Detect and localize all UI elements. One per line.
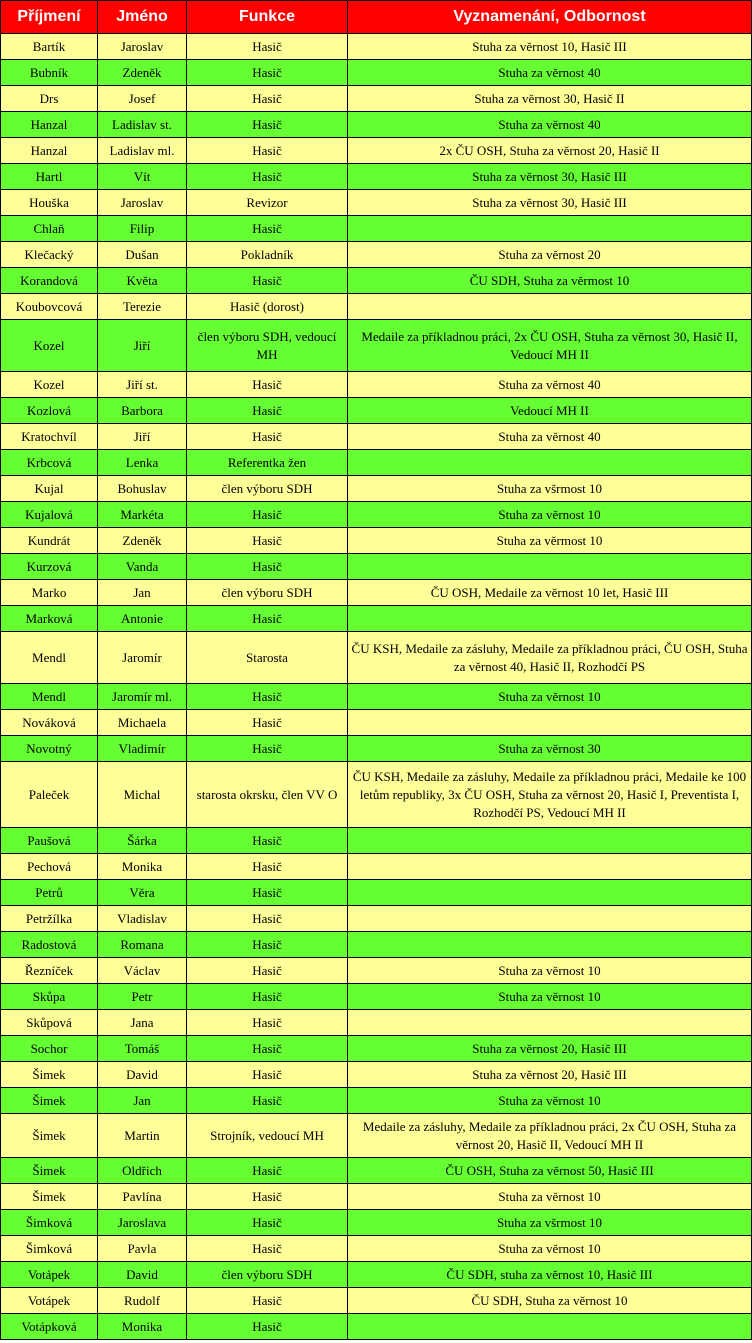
cell-name: Markéta xyxy=(98,502,187,528)
cell-surname: Korandová xyxy=(1,268,98,294)
cell-surname: Houška xyxy=(1,190,98,216)
cell-surname: Kozel xyxy=(1,372,98,398)
cell-role: Hasič xyxy=(187,1158,348,1184)
table-row xyxy=(1,1036,752,1062)
cell-role: Hasič xyxy=(187,424,348,450)
cell-surname: Šimek xyxy=(1,1088,98,1114)
cell-awards: Stuha za věrnost 40 xyxy=(348,424,752,450)
table-row xyxy=(1,372,752,398)
cell-surname: Votápková xyxy=(1,1314,98,1340)
cell-role: Hasič xyxy=(187,1062,348,1088)
members-body xyxy=(1,34,752,1340)
cell-name: Vanda xyxy=(98,554,187,580)
table-row xyxy=(1,112,752,138)
cell-name: Dušan xyxy=(98,242,187,268)
cell-name: Květa xyxy=(98,268,187,294)
table-row xyxy=(1,1114,752,1158)
cell-awards xyxy=(348,710,752,736)
cell-awards xyxy=(348,216,752,242)
cell-awards: Stuha za věrnost 10, Hasič III xyxy=(348,34,752,60)
cell-role: Hasič xyxy=(187,502,348,528)
cell-name: Pavlína xyxy=(98,1184,187,1210)
cell-name: Václav xyxy=(98,958,187,984)
cell-awards: Stuha za věrnost 20 xyxy=(348,242,752,268)
cell-name: Jaroslav xyxy=(98,34,187,60)
cell-role: Hasič xyxy=(187,684,348,710)
cell-awards xyxy=(348,450,752,476)
cell-name: Jaromír xyxy=(98,632,187,684)
cell-surname: Kozlová xyxy=(1,398,98,424)
cell-surname: Marko xyxy=(1,580,98,606)
table-row xyxy=(1,1288,752,1314)
cell-awards xyxy=(348,828,752,854)
table-row xyxy=(1,1184,752,1210)
cell-role: Hasič xyxy=(187,710,348,736)
cell-name: Oldřich xyxy=(98,1158,187,1184)
table-row xyxy=(1,34,752,60)
cell-role: člen výboru SDH xyxy=(187,1262,348,1288)
cell-surname: Petrů xyxy=(1,880,98,906)
cell-awards: Stuha za věrnost 10 xyxy=(348,958,752,984)
cell-name: Petr xyxy=(98,984,187,1010)
cell-role: Hasič xyxy=(187,268,348,294)
table-row xyxy=(1,736,752,762)
cell-awards xyxy=(348,606,752,632)
cell-name: Michal xyxy=(98,762,187,828)
cell-name: Barbora xyxy=(98,398,187,424)
cell-surname: Šimek xyxy=(1,1114,98,1158)
cell-role: Hasič xyxy=(187,828,348,854)
cell-name: Antonie xyxy=(98,606,187,632)
cell-name: Michaela xyxy=(98,710,187,736)
cell-name: Jaroslav xyxy=(98,190,187,216)
cell-awards xyxy=(348,1314,752,1340)
cell-name: Zdeněk xyxy=(98,528,187,554)
cell-surname: Paleček xyxy=(1,762,98,828)
table-row xyxy=(1,580,752,606)
cell-role: Hasič (dorost) xyxy=(187,294,348,320)
table-row xyxy=(1,1158,752,1184)
cell-name: Věra xyxy=(98,880,187,906)
cell-awards: Stuha za věrnost 30 xyxy=(348,736,752,762)
header-row xyxy=(1,1,752,34)
table-row xyxy=(1,684,752,710)
cell-role: člen výboru SDH xyxy=(187,580,348,606)
cell-awards xyxy=(348,932,752,958)
cell-surname: Bartík xyxy=(1,34,98,60)
cell-surname: Koubovcová xyxy=(1,294,98,320)
cell-surname: Radostová xyxy=(1,932,98,958)
cell-role: Hasič xyxy=(187,1088,348,1114)
cell-awards: ČU KSH, Medaile za zásluhy, Medaile za příkladnou práci, Medaile ke 100 letům republiky, 3x ČU OSH, Stuha za věrnost 20, Hasič I, Preventista I, Rozhodčí PS, Vedoucí MH II xyxy=(348,762,752,828)
cell-name: Romana xyxy=(98,932,187,958)
table-row xyxy=(1,242,752,268)
cell-surname: Petržílka xyxy=(1,906,98,932)
cell-awards: ČU SDH, Stuha za věrmost 10 xyxy=(348,268,752,294)
cell-surname: Krbcová xyxy=(1,450,98,476)
cell-awards: Stuha za všrmost 10 xyxy=(348,1210,752,1236)
table-row xyxy=(1,398,752,424)
cell-awards: Medaile za zásluhy, Medaile za příkladnou práci, 2x ČU OSH, Stuha za věrnost 20, Hasič II, Vedoucí MH II xyxy=(348,1114,752,1158)
cell-surname: Řezníček xyxy=(1,958,98,984)
cell-role: člen výboru SDH, vedoucí MH xyxy=(187,320,348,372)
cell-role: Hasič xyxy=(187,1010,348,1036)
cell-awards xyxy=(348,294,752,320)
cell-surname: Marková xyxy=(1,606,98,632)
cell-role: Hasič xyxy=(187,932,348,958)
cell-name: Jan xyxy=(98,580,187,606)
cell-name: Rudolf xyxy=(98,1288,187,1314)
cell-role: Strojník, vedoucí MH xyxy=(187,1114,348,1158)
cell-role: člen výboru SDH xyxy=(187,476,348,502)
cell-awards: Stuha za věrnost 10 xyxy=(348,1088,752,1114)
cell-awards: Stuha za všrmost 10 xyxy=(348,476,752,502)
header-surname: Příjmení xyxy=(1,1,98,34)
cell-name: Jaroslava xyxy=(98,1210,187,1236)
table-row xyxy=(1,828,752,854)
cell-name: Jaromír ml. xyxy=(98,684,187,710)
cell-name: Vladimír xyxy=(98,736,187,762)
cell-surname: Šimek xyxy=(1,1062,98,1088)
cell-role: Hasič xyxy=(187,34,348,60)
cell-awards: Stuha za věrnost 30, Hasič III xyxy=(348,164,752,190)
table-row xyxy=(1,294,752,320)
cell-awards xyxy=(348,854,752,880)
cell-name: Josef xyxy=(98,86,187,112)
table-row xyxy=(1,60,752,86)
table-row xyxy=(1,958,752,984)
cell-name: Zdeněk xyxy=(98,60,187,86)
cell-name: Terezie xyxy=(98,294,187,320)
cell-awards: Stuha za věrmost 10 xyxy=(348,528,752,554)
table-row xyxy=(1,932,752,958)
cell-role: Hasič xyxy=(187,906,348,932)
cell-role: Hasič xyxy=(187,958,348,984)
cell-awards: Stuha za věrnost 20, Hasič III xyxy=(348,1036,752,1062)
cell-awards: Stuha za věrnost 40 xyxy=(348,60,752,86)
cell-name: Martin xyxy=(98,1114,187,1158)
cell-surname: Kundrát xyxy=(1,528,98,554)
cell-surname: Šimková xyxy=(1,1236,98,1262)
cell-role: Hasič xyxy=(187,138,348,164)
table-row xyxy=(1,320,752,372)
cell-awards: ČU OSH, Medaile za věrnost 10 let, Hasič III xyxy=(348,580,752,606)
cell-awards: Stuha za věrnost 10 xyxy=(348,1236,752,1262)
cell-awards: Stuha za věrnost 40 xyxy=(348,372,752,398)
cell-role: Hasič xyxy=(187,1210,348,1236)
cell-role: Hasič xyxy=(187,606,348,632)
table-row xyxy=(1,138,752,164)
cell-surname: Hanzal xyxy=(1,112,98,138)
cell-surname: Novotný xyxy=(1,736,98,762)
cell-role: Hasič xyxy=(187,554,348,580)
cell-role: Hasič xyxy=(187,736,348,762)
cell-surname: Klečacký xyxy=(1,242,98,268)
table-row xyxy=(1,190,752,216)
cell-role: Hasič xyxy=(187,984,348,1010)
table-row xyxy=(1,1088,752,1114)
table-row xyxy=(1,984,752,1010)
cell-awards: Stuha za věrnost 10 xyxy=(348,502,752,528)
cell-role: Starosta xyxy=(187,632,348,684)
cell-name: Ladislav ml. xyxy=(98,138,187,164)
cell-name: Jiří xyxy=(98,320,187,372)
table-row xyxy=(1,1010,752,1036)
cell-awards: 2x ČU OSH, Stuha za věrnost 20, Hasič II xyxy=(348,138,752,164)
cell-role: Hasič xyxy=(187,164,348,190)
cell-surname: Paušová xyxy=(1,828,98,854)
cell-role: Hasič xyxy=(187,1036,348,1062)
cell-name: David xyxy=(98,1262,187,1288)
cell-name: Lenka xyxy=(98,450,187,476)
table-row xyxy=(1,268,752,294)
cell-name: Jana xyxy=(98,1010,187,1036)
table-row xyxy=(1,1262,752,1288)
cell-surname: Kratochvíl xyxy=(1,424,98,450)
cell-surname: Kujal xyxy=(1,476,98,502)
cell-surname: Šimková xyxy=(1,1210,98,1236)
cell-name: Filip xyxy=(98,216,187,242)
cell-awards xyxy=(348,554,752,580)
cell-surname: Drs xyxy=(1,86,98,112)
cell-name: Jiří st. xyxy=(98,372,187,398)
cell-surname: Chlaň xyxy=(1,216,98,242)
cell-name: Bohuslav xyxy=(98,476,187,502)
cell-role: Hasič xyxy=(187,1184,348,1210)
cell-awards: Vedoucí MH II xyxy=(348,398,752,424)
table-row xyxy=(1,854,752,880)
table-row xyxy=(1,502,752,528)
cell-name: Jiří xyxy=(98,424,187,450)
cell-surname: Bubník xyxy=(1,60,98,86)
cell-role: Hasič xyxy=(187,216,348,242)
table-row xyxy=(1,86,752,112)
cell-awards: Stuha za věrnost 30, Hasič II xyxy=(348,86,752,112)
cell-awards: Stuha za věrnost 30, Hasič III xyxy=(348,190,752,216)
cell-awards: ČU SDH, stuha za věrnost 10, Hasič III xyxy=(348,1262,752,1288)
table-row xyxy=(1,632,752,684)
table-row xyxy=(1,216,752,242)
cell-surname: Šimek xyxy=(1,1158,98,1184)
cell-name: David xyxy=(98,1062,187,1088)
header-role: Funkce xyxy=(187,1,348,34)
cell-awards: ČU KSH, Medaile za zásluhy, Medaile za příkladnou práci, ČU OSH, Stuha za věrnost 40, Hasič II, Rozhodčí PS xyxy=(348,632,752,684)
cell-awards xyxy=(348,906,752,932)
cell-surname: Nováková xyxy=(1,710,98,736)
cell-surname: Mendl xyxy=(1,684,98,710)
cell-role: Hasič xyxy=(187,60,348,86)
cell-surname: Sochor xyxy=(1,1036,98,1062)
cell-name: Tomáš xyxy=(98,1036,187,1062)
cell-role: Hasič xyxy=(187,398,348,424)
cell-role: Hasič xyxy=(187,528,348,554)
cell-name: Ladislav st. xyxy=(98,112,187,138)
cell-name: Pavla xyxy=(98,1236,187,1262)
cell-name: Vladislav xyxy=(98,906,187,932)
cell-name: Jan xyxy=(98,1088,187,1114)
table-row xyxy=(1,476,752,502)
cell-awards: Stuha za věrnost 10 xyxy=(348,684,752,710)
cell-role: Revizor xyxy=(187,190,348,216)
table-row xyxy=(1,450,752,476)
table-row xyxy=(1,554,752,580)
cell-name: Monika xyxy=(98,854,187,880)
cell-role: Hasič xyxy=(187,86,348,112)
cell-surname: Votápek xyxy=(1,1262,98,1288)
cell-awards: Stuha za věrnost 20, Hasič III xyxy=(348,1062,752,1088)
table-row xyxy=(1,906,752,932)
cell-awards: Medaile za příkladnou práci, 2x ČU OSH, Stuha za věrnost 30, Hasič II, Vedoucí MH II xyxy=(348,320,752,372)
cell-name: Monika xyxy=(98,1314,187,1340)
cell-surname: Šimek xyxy=(1,1184,98,1210)
cell-awards: Stuha za věrnost 10 xyxy=(348,984,752,1010)
cell-role: Hasič xyxy=(187,854,348,880)
cell-surname: Kurzová xyxy=(1,554,98,580)
cell-role: Hasič xyxy=(187,1314,348,1340)
cell-role: starosta okrsku, člen VV O xyxy=(187,762,348,828)
header-awards: Vyznamenání, Odbornost xyxy=(348,1,752,34)
table-row xyxy=(1,424,752,450)
table-row xyxy=(1,164,752,190)
cell-surname: Skůpová xyxy=(1,1010,98,1036)
cell-awards xyxy=(348,880,752,906)
cell-name: Šárka xyxy=(98,828,187,854)
cell-surname: Hanzal xyxy=(1,138,98,164)
cell-surname: Mendl xyxy=(1,632,98,684)
table-row xyxy=(1,1210,752,1236)
table-row xyxy=(1,606,752,632)
cell-role: Pokladník xyxy=(187,242,348,268)
cell-awards xyxy=(348,1010,752,1036)
cell-awards: ČU SDH, Stuha za věrnost 10 xyxy=(348,1288,752,1314)
table-row xyxy=(1,1314,752,1340)
table-row xyxy=(1,710,752,736)
cell-surname: Hartl xyxy=(1,164,98,190)
cell-role: Hasič xyxy=(187,880,348,906)
cell-surname: Kozel xyxy=(1,320,98,372)
cell-role: Hasič xyxy=(187,1236,348,1262)
cell-surname: Votápek xyxy=(1,1288,98,1314)
cell-surname: Skůpa xyxy=(1,984,98,1010)
cell-role: Hasič xyxy=(187,372,348,398)
table-row xyxy=(1,528,752,554)
table-row xyxy=(1,1236,752,1262)
cell-surname: Kujalová xyxy=(1,502,98,528)
cell-name: Vít xyxy=(98,164,187,190)
table-row xyxy=(1,1062,752,1088)
cell-awards: ČU OSH, Stuha za věrnost 50, Hasič III xyxy=(348,1158,752,1184)
table-row xyxy=(1,762,752,828)
cell-role: Hasič xyxy=(187,1288,348,1314)
cell-awards: Stuha za věrnost 40 xyxy=(348,112,752,138)
header-name: Jméno xyxy=(98,1,187,34)
cell-role: Hasič xyxy=(187,112,348,138)
cell-role: Referentka žen xyxy=(187,450,348,476)
table-row xyxy=(1,880,752,906)
cell-surname: Pechová xyxy=(1,854,98,880)
cell-awards: Stuha za věrnost 10 xyxy=(348,1184,752,1210)
